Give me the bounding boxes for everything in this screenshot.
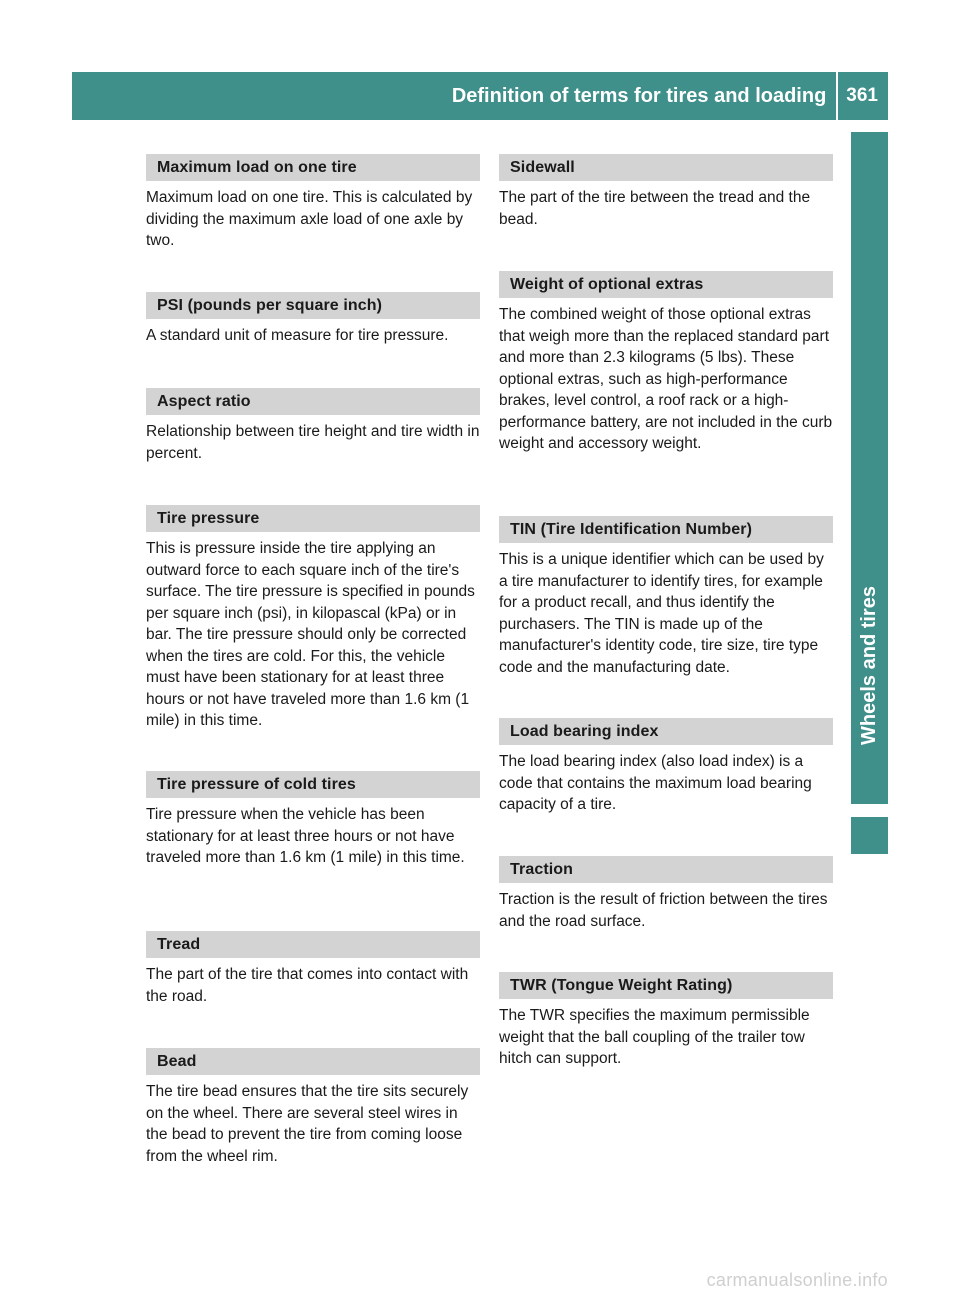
definition-entry <box>499 856 833 972</box>
definition-entry <box>146 388 480 505</box>
right-column <box>499 154 833 1070</box>
definition-entry <box>146 1048 480 1167</box>
term-heading: Load bearing index <box>499 718 833 745</box>
definition-entry <box>499 516 833 718</box>
term-definition: The part of the tire that comes into contact with the road. <box>146 966 469 1005</box>
definition-entry <box>146 154 480 292</box>
term-definition: The load bearing index (also load index) is a code that contains the maximum load bearing capacity of a tire. <box>499 753 812 813</box>
definition-entry <box>499 271 833 516</box>
term-definition: This is a unique identifier which can be used by a tire manufacturer to identify tires, for example for a product recall, and thus identify the purchasers. The TIN is made up of the manufacturer's identity code, tire size, tire type code and the manufacturing date. <box>499 551 824 676</box>
term-heading: Aspect ratio <box>146 388 480 415</box>
page-header <box>72 72 888 120</box>
term-heading: TIN (Tire Identification Number) <box>499 516 833 543</box>
chapter-marker <box>851 817 888 854</box>
term-heading: Sidewall <box>499 154 833 181</box>
page-number: 361 <box>846 85 878 106</box>
definition-entry <box>499 972 833 1070</box>
definition-entry <box>146 931 480 1048</box>
section-title: Definition of terms for tires and loading <box>451 84 827 107</box>
term-heading: Tire pressure <box>146 505 480 532</box>
left-column <box>146 154 480 1167</box>
term-heading: Tread <box>146 931 480 958</box>
term-heading: Traction <box>499 856 833 883</box>
term-definition: Traction is the result of friction between the tires and the road surface. <box>499 891 828 930</box>
term-definition: Maximum load on one tire. This is calculated by dividing the maximum axle load of one axle by two. <box>146 189 473 249</box>
term-heading: PSI (pounds per square inch) <box>146 292 480 319</box>
definition-entry <box>146 292 480 388</box>
watermark: carmanualsonline.info <box>706 1270 888 1290</box>
term-definition: This is pressure inside the tire applying an outward force to each square inch of the tire's surface. The tire pressure is specified in pounds per square inch (psi), in kilopascal (kPa) or in bar. The tire pressure should only be corrected when the tires are cold. For this, the vehicle must have been stationary for at least three hours or not have traveled more than 1.6 km (1 mile) in this time. <box>146 540 475 729</box>
term-heading: Bead <box>146 1048 480 1075</box>
term-heading: Tire pressure of cold tires <box>146 771 480 798</box>
term-definition: A standard unit of measure for tire pressure. <box>146 327 449 344</box>
term-definition: The combined weight of those optional extras that weigh more than the replaced standard part and more than 2.3 kilograms (5 lbs). These optional extras, such as high-performance brakes, level control, a roof rack or a high-performance battery, are not included in the curb weight and accessory weight. <box>499 306 833 452</box>
definition-entry <box>146 771 480 931</box>
term-heading: Maximum load on one tire <box>146 154 480 181</box>
term-heading: Weight of optional extras <box>499 271 833 298</box>
definition-entry <box>499 718 833 856</box>
term-definition: The tire bead ensures that the tire sits securely on the wheel. There are several steel wires in the bead to prevent the tire from coming loose from the wheel rim. <box>146 1083 469 1165</box>
term-definition: The part of the tire between the tread and the bead. <box>499 189 811 228</box>
chapter-tab-label-wrap <box>851 560 888 770</box>
term-heading: TWR (Tongue Weight Rating) <box>499 972 833 999</box>
term-definition: The TWR specifies the maximum permissible weight that the ball coupling of the trailer tow hitch can support. <box>499 1007 810 1067</box>
term-definition: Tire pressure when the vehicle has been stationary for at least three hours or not have traveled more than 1.6 km (1 mile) in this time. <box>146 806 465 866</box>
definition-entry <box>146 505 480 771</box>
definition-entry <box>499 154 833 271</box>
term-definition: Relationship between tire height and tire width in percent. <box>146 423 480 462</box>
chapter-tab-label: Wheels and tires <box>858 585 880 745</box>
